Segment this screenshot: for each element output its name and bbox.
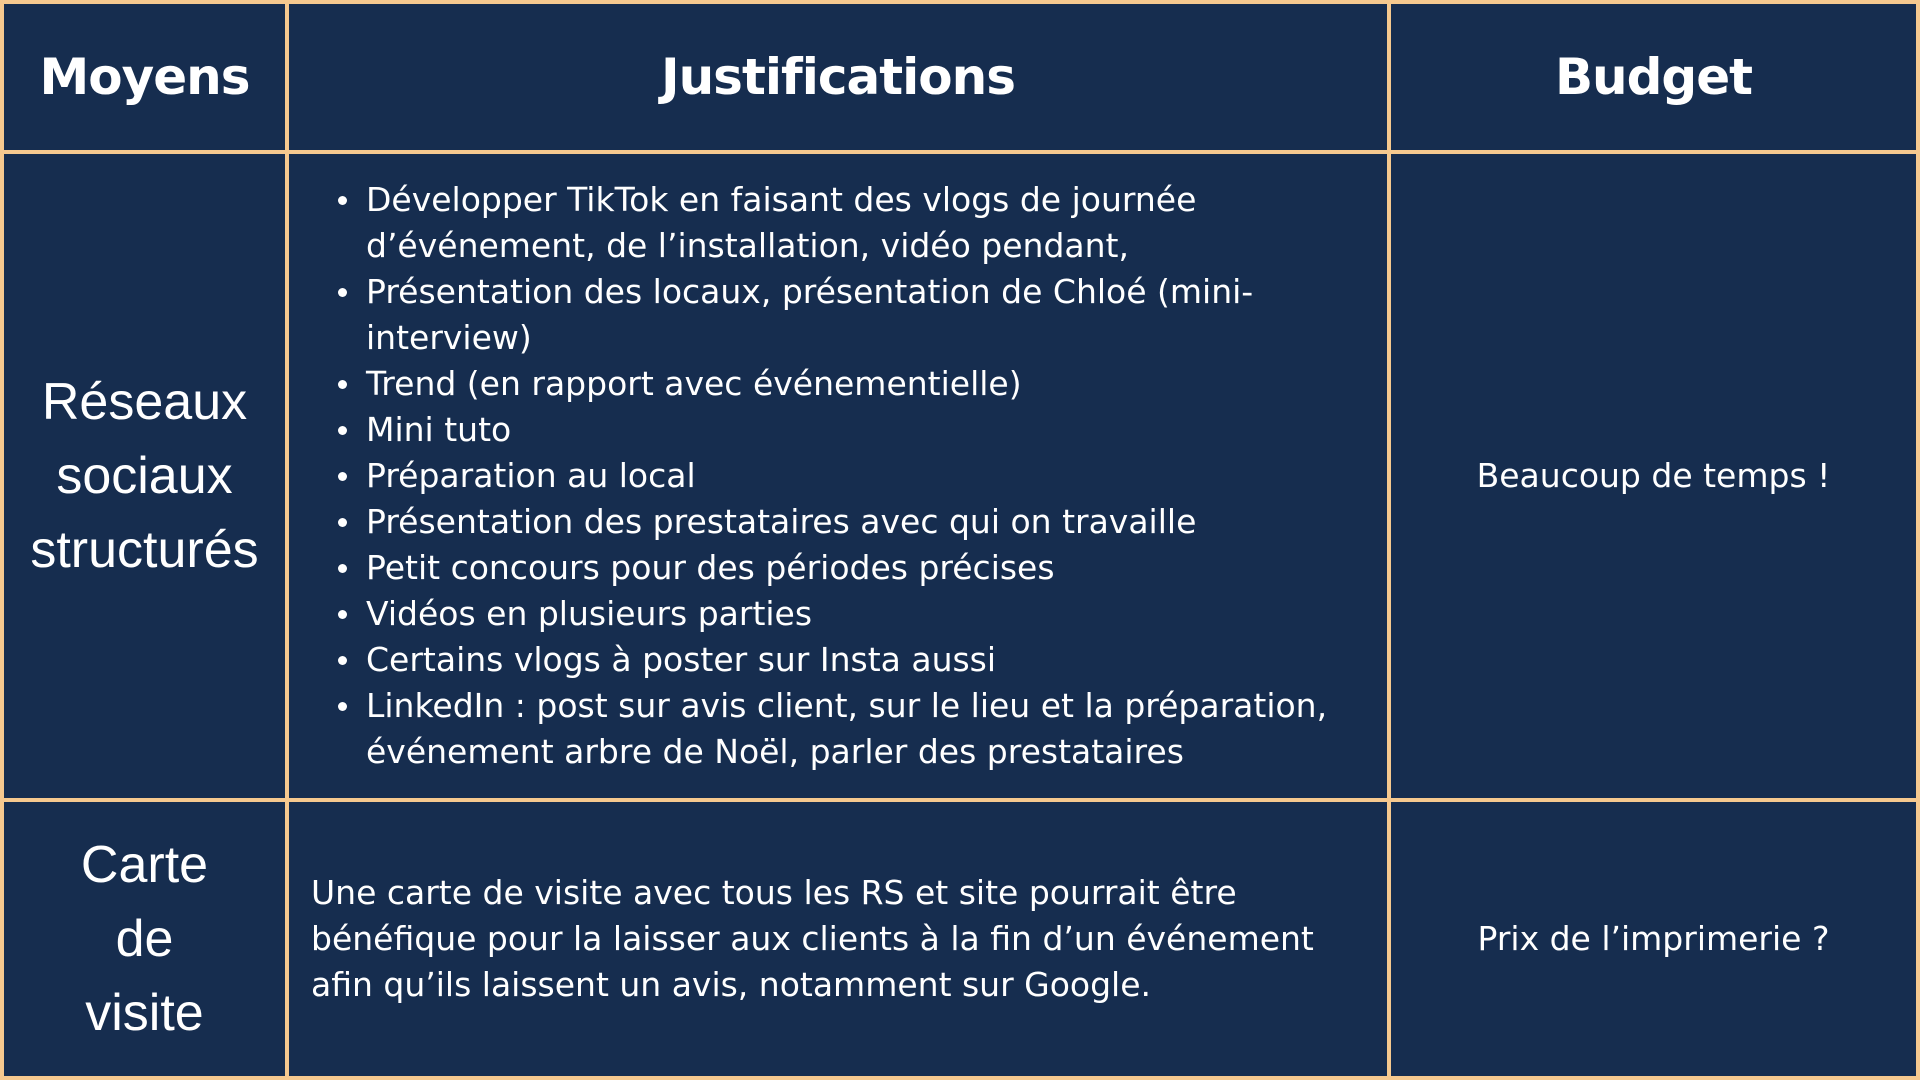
row-2-moyen [4,802,285,1076]
list-item: LinkedIn : post sur avis client, sur le lieu et la préparation, événement arbre de Noël, parler des prestataires [366,683,1367,775]
header-justifications: Justifications [289,4,1387,150]
header-moyens: Moyens [4,4,285,150]
list-item: Vidéos en plusieurs parties [366,591,1367,637]
list-item: Développer TikTok en faisant des vlogs de journée d’événement, de l’installation, vidéo pendant, [366,177,1367,269]
header-budget: Budget [1391,4,1916,150]
row-1-moyen [4,154,285,798]
row-2-moyen-line-2: de [115,910,174,968]
list-item: Certains vlogs à poster sur Insta aussi [366,637,1367,683]
row-2-justification [289,802,1387,1076]
list-item: Petit concours pour des périodes précises [366,545,1367,591]
list-item: Mini tuto [366,407,1367,453]
list-item: Préparation au local [366,453,1367,499]
row-1-moyen-line-3: structurés [30,521,259,579]
row-2-moyen-line-3: visite [85,984,204,1042]
row-1-justifications [289,154,1387,798]
row-1-moyen-line-2: sociaux [56,447,233,505]
row-2-budget: Prix de l’imprimerie ? [1391,802,1916,1076]
row-2-justification-text: Une carte de visite avec tous les RS et site pourrait être bénéfique pour la laisser aux clients à la fin d’un événement afin qu’ils laissent un avis, notamment sur Google. [311,873,1314,1004]
row-2-moyen-line-1: Carte [80,836,209,894]
row-1-moyen-line-1: Réseaux [41,373,248,431]
list-item: Présentation des locaux, présentation de Chloé (mini-interview) [366,269,1367,361]
justification-list [289,177,1387,775]
list-item: Trend (en rapport avec événementielle) [366,361,1367,407]
row-1-budget: Beaucoup de temps ! [1391,154,1916,798]
list-item: Présentation des prestataires avec qui on travaille [366,499,1367,545]
